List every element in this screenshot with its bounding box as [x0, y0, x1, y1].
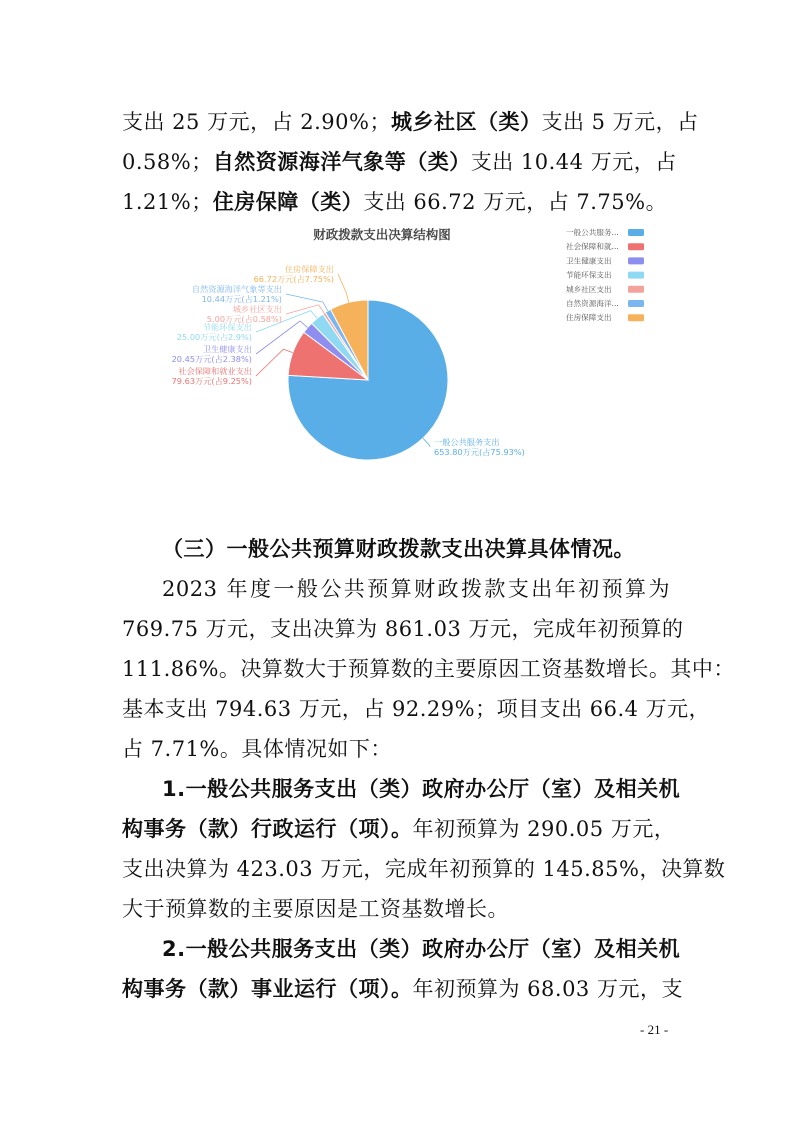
paragraph-line	[122, 110, 699, 134]
page-number: - 21 -	[640, 1022, 669, 1037]
item-title: 1.一般公共服务支出（类）政府办公厅（室）及相关机	[162, 777, 681, 801]
bold-term: 构事务（款）事业运行（项）。	[122, 977, 413, 1001]
slice-name-label: 节能环保支出	[202, 322, 252, 332]
legend-label: 住房保障支出	[566, 313, 612, 323]
slice-name-label: 城乡社区支出	[232, 304, 282, 314]
bold-term: 构事务（款）行政运行（项）。	[122, 817, 413, 841]
paragraph-line: 占 7.71%。具体情况如下：	[122, 737, 392, 761]
leader-line	[338, 274, 349, 302]
legend-swatch	[628, 300, 644, 307]
slice-value-label: 79.63万元(占9.25%)	[171, 376, 252, 386]
legend-swatch	[628, 243, 644, 250]
slice-name-label: 自然资源海洋气象等支出	[191, 284, 282, 294]
text-span: 支出 5 万元，占	[541, 110, 699, 134]
bold-term: 城乡社区（类）	[390, 110, 542, 134]
legend-label: 城乡社区支出	[566, 284, 612, 294]
slice-name-label: 一般公共服务支出	[434, 437, 500, 447]
slice-name-label: 住房保障支出	[284, 264, 334, 274]
legend-swatch	[628, 229, 644, 236]
text-span: 支出 10.44 万元，占	[470, 150, 677, 174]
paragraph-line: 大于预算数的主要原因是工资基数增长。	[122, 897, 509, 921]
text-span: 1.21%；	[122, 190, 213, 214]
paragraph-line: 基本支出 794.63 万元，占 92.29%；项目支出 66.4 万元，	[122, 697, 711, 721]
paragraph-line	[122, 817, 676, 841]
pie-chart	[160, 218, 650, 480]
text-span: 支出 25 万元，占 2.90%；	[122, 110, 391, 134]
slice-value-label: 5.00万元(占0.58%)	[206, 314, 282, 324]
paragraph-line	[122, 150, 677, 174]
paragraph-line	[122, 977, 683, 1001]
legend-swatch	[628, 272, 644, 279]
paragraph-line: 111.86%。决算数大于预算数的主要原因工资基数增长。其中：	[122, 657, 735, 681]
slice-value-label: 10.44万元(占1.21%)	[201, 294, 282, 304]
chart-title: 财政拨款支出决算结构图	[313, 227, 451, 242]
section-heading: （三）一般公共预算财政拨款支出决算具体情况。	[162, 537, 635, 561]
legend-label: 节能环保支出	[566, 270, 612, 280]
paragraph-line: 2023 年度一般公共预算财政拨款支出年初预算为	[162, 577, 670, 601]
slice-name-label: 卫生健康支出	[202, 344, 252, 354]
text-span: 支出 66.72 万元，占 7.75%。	[363, 190, 668, 214]
legend-swatch	[628, 286, 644, 293]
leader-line	[423, 438, 430, 447]
slice-name-label: 社会保障和就业支出	[178, 366, 252, 376]
text-span: 年初预算为 68.03 万元，支	[412, 977, 683, 1001]
leader-line	[256, 349, 293, 376]
paragraph-line: 支出决算为 423.03 万元，完成年初预算的 145.85%，决算数	[122, 857, 726, 881]
bold-term: 自然资源海洋气象等（类）	[212, 150, 471, 174]
slice-value-label: 20.45万元(占2.38%)	[171, 354, 252, 364]
legend-label: 社会保障和就...	[566, 242, 619, 252]
item-title: 2.一般公共服务支出（类）政府办公厅（室）及相关机	[162, 937, 681, 961]
legend-label: 卫生健康支出	[566, 256, 612, 266]
legend-swatch	[628, 314, 644, 321]
text-span: 年初预算为 290.05 万元，	[412, 817, 676, 841]
legend-label: 一般公共服务...	[566, 228, 619, 237]
text-span: 0.58%；	[122, 150, 213, 174]
legend-swatch	[628, 257, 644, 264]
legend-label: 自然资源海洋...	[566, 299, 619, 308]
slice-value-label: 653.80万元(占75.93%)	[434, 447, 525, 457]
slice-value-label: 66.72万元(占7.75%)	[253, 274, 334, 284]
paragraph-line: 769.75 万元，支出决算为 861.03 万元，完成年初预算的	[122, 617, 684, 641]
paragraph-line	[122, 190, 670, 214]
bold-term: 住房保障（类）	[212, 190, 364, 214]
slice-value-label: 25.00万元(占2.9%)	[176, 332, 252, 342]
